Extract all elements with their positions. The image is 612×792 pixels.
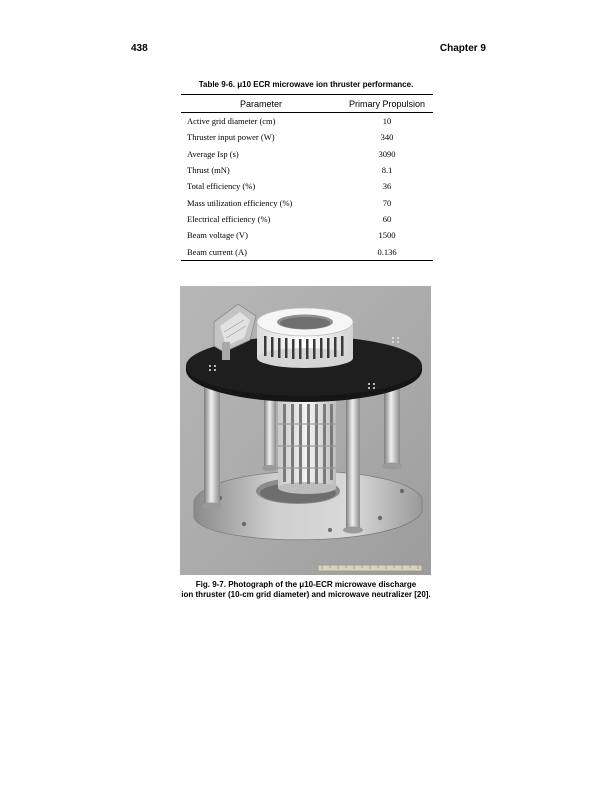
- table-header-row: [181, 95, 433, 113]
- table-row: [181, 243, 433, 260]
- column-header-primary-propulsion: Primary Propulsion: [341, 95, 433, 113]
- table-row: [181, 227, 433, 243]
- row-value: 10: [382, 116, 392, 127]
- row-value: 8.1: [381, 165, 393, 176]
- performance-table: [181, 94, 433, 261]
- page-number: 438: [131, 43, 148, 54]
- figure-caption-line-1: Fig. 9-7. Photograph of the μ10-ECR microwave discharge: [195, 580, 417, 589]
- thruster-photograph: [180, 286, 431, 575]
- column-header-parameter: Parameter: [181, 95, 341, 113]
- row-parameter: Total efficiency (%): [187, 181, 256, 192]
- row-parameter: Thrust (mN): [187, 165, 230, 176]
- figure-caption: [131, 580, 481, 599]
- table-row: [181, 211, 433, 227]
- row-value: 60: [382, 213, 392, 224]
- row-parameter: Electrical efficiency (%): [187, 213, 271, 224]
- figure-caption-line-2: ion thruster (10-cm grid diameter) and microwave neutralizer [20].: [181, 589, 431, 599]
- table-row: [181, 194, 433, 210]
- row-parameter: Beam voltage (V): [187, 230, 248, 241]
- row-value: 70: [382, 197, 392, 208]
- row-value: 0.136: [341, 243, 433, 260]
- row-value: 340: [380, 132, 394, 143]
- table-row: [181, 129, 433, 145]
- table-caption: Table 9-6. μ10 ECR microwave ion thruster performance.: [198, 80, 414, 89]
- table-row: [181, 178, 433, 194]
- row-parameter: Thruster input power (W): [187, 132, 275, 143]
- row-value: 1500: [378, 230, 396, 241]
- row-value: 3090: [378, 148, 396, 159]
- row-value: 36: [382, 181, 392, 192]
- table-row: [181, 146, 433, 162]
- chapter-label: Chapter 9: [439, 43, 486, 54]
- row-parameter: Beam current (A): [181, 243, 341, 260]
- row-parameter: Active grid diameter (cm): [187, 116, 276, 127]
- table-row: [181, 162, 433, 178]
- row-parameter: Mass utilization efficiency (%): [187, 197, 293, 208]
- table-row: [181, 113, 433, 130]
- row-parameter: Average Isp (s): [187, 148, 239, 159]
